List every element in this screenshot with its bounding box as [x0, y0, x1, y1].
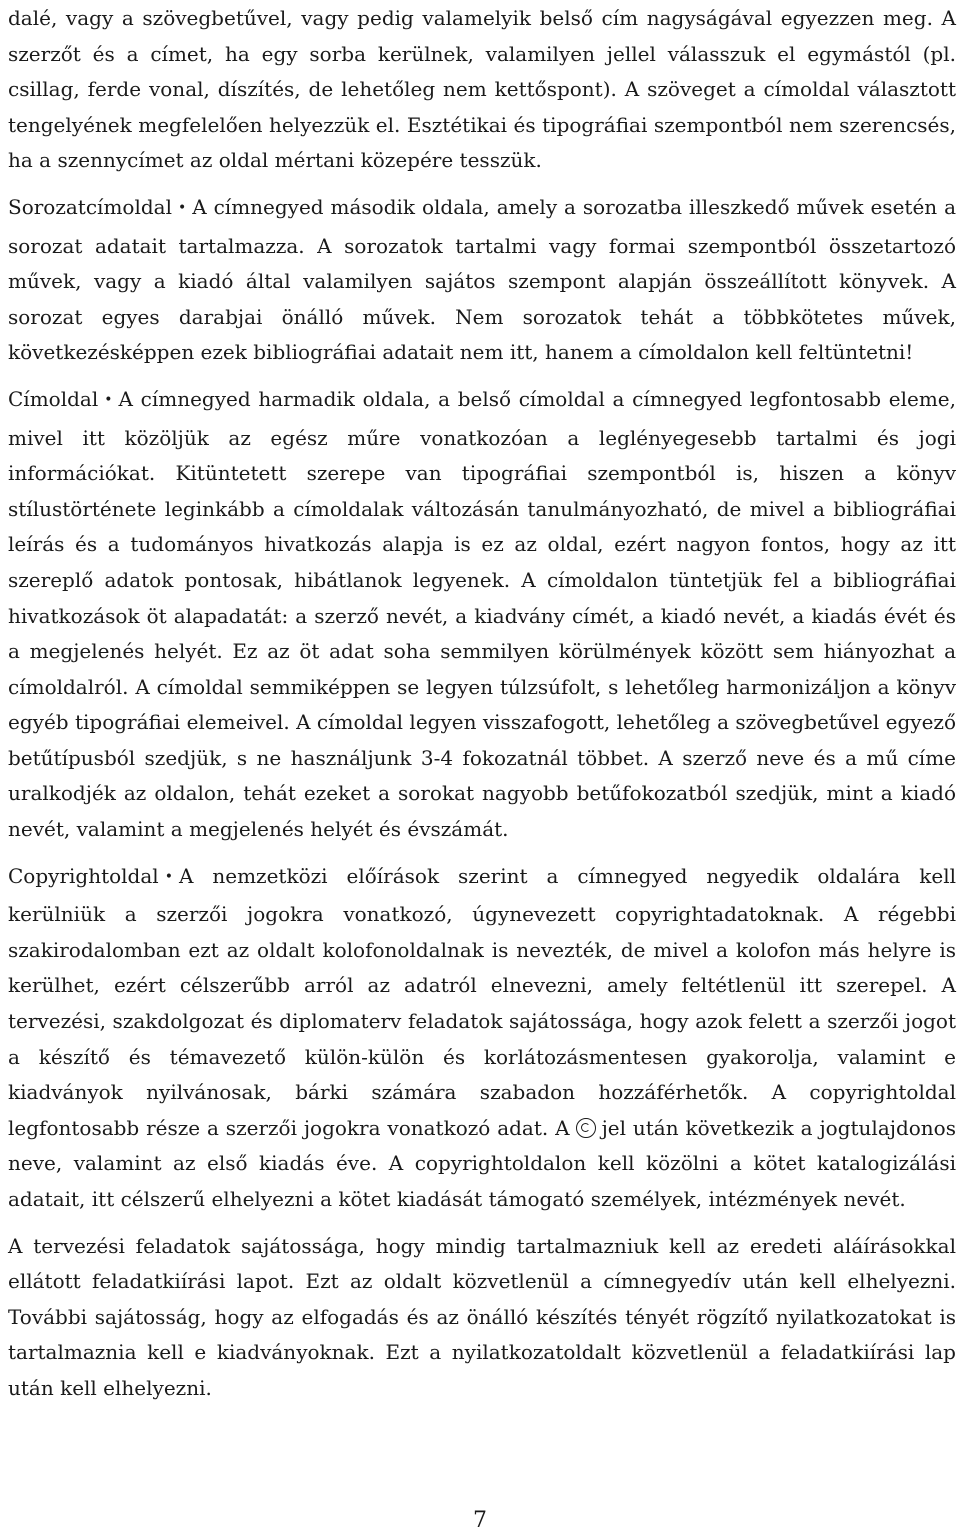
paragraph-text: A nemzetközi előírások szerint a címnegyed negyedik oldalára kell kerülniük a szerzői jogokra vonatkozó, úgynevezett copyrightadatoknak. A régebbi szakirodalomban ezt az oldalt kolofonoldalnak is nevezték, de mivel a kolofon más helyre is kerülhet, ezért célszerűbb arról az adatról elnevezni, amely feltétlenül itt szerepel. A tervezési, szakdolgozat és diplomaterv feladatok sajátossága, hogy azok felett a szerzői jogot a készítő és témavezető külön-külön és korlátozásmentesen gyakorolja, valamint e kiadványok nyilvánosak, bárki számára szabadon hozzáférhetők. A copyrightoldal legfontosabb része a szerzői jogokra vonatkozó adat. A	[8, 863, 956, 1140]
copyright-icon	[576, 1118, 596, 1138]
bullet-icon: •	[177, 199, 187, 216]
paragraph-tervezesi-feladatok	[8, 1229, 956, 1407]
paragraph-text: A címnegyed második oldala, amely a sorozatba illeszkedő művek esetén a sorozat adatait tartalmazza. A sorozatok tartalmi vagy formai szempontból összetartozó művek, vagy a kiadó által valamilyen sajátos szempont alapján összeállított könyvek. A sorozat egyes darabjai önálló művek. Nem sorozatok tehát a többkötetes művek, következésképpen ezek bibliográfiai adatait nem itt, hanem a címoldalon kell feltüntetni!	[8, 194, 956, 365]
paragraph-sorozatcimoldal	[8, 190, 956, 371]
bullet-icon: •	[164, 868, 173, 885]
bullet-icon: •	[104, 391, 113, 408]
page-number: 7	[473, 1508, 487, 1533]
paragraph-szennycim-continued	[8, 1, 956, 179]
term-heading: Címoldal	[8, 386, 99, 411]
term-heading: Sorozatcímoldal	[8, 194, 172, 219]
paragraph-cimoldal	[8, 382, 956, 848]
term-heading: Copyrightoldal	[8, 863, 159, 888]
paragraph-text: jel után következik a jogtulajdonos neve, valamint az első kiadás éve. A copyrightoldalon kell közölni a kötet katalogizálási adatait, itt célszerű elhelyezni a kötet kiadását támogató személyek, intézmények nevét.	[8, 1115, 956, 1211]
paragraph-text: A tervezési feladatok sajátossága, hogy mindig tartalmazniuk kell az eredeti aláírásokkal ellátott feladatkiírási lapot. Ezt az oldalt közvetlenül a címnegyedív után kell elhelyezni. További sajátosság, hogy az elfogadás és az önálló készítés tényét rögzítő nyilatkozatokat is tartalmaznia kell e kiadványoknak. Ezt a nyilatkozatoldalt közvetlenül a feladatkiírási lap után kell elhelyezni.	[8, 1233, 956, 1400]
paragraph-text: dalé, vagy a szövegbetűvel, vagy pedig valamelyik belső cím nagyságával egyezzen meg. A szerzőt és a címet, ha egy sorba kerülnek, valamilyen jellel válasszuk el egymástól (pl. csillag, ferde vonal, díszítés, de lehetőleg nem kettőspont). A szöveget a címoldal választott tengelyének megfelelően helyezzük el. Esztétikai és tipográfiai szempontból nem szerencsés, ha a szennycímet az oldal mértani közepére tesszük.	[8, 6, 956, 173]
paragraph-text: A címnegyed harmadik oldala, a belső címoldal a címnegyed legfontosabb eleme, mivel itt közöljük az egész műre vonatkozóan a leglényegesebb tartalmi és jogi információkat. Kitüntetett szerepe van tipográfiai szempontból is, hiszen a könyv stílustörténete leginkább a címoldalak változásán tanulmányozható, de mivel a bibliográfiai leírás és a tudományos hivatkozás alapja is ez az oldal, ezért nagyon fontos, hogy az itt szereplő adatok pontosak, hibátlanok legyenek. A címoldalon tüntetjük fel a bibliográfiai hivatkozások öt alapadatát: a szerző nevét, a kiadvány címét, a kiadó nevét, a kiadás évét és a megjelenés helyét. Ez az öt adat soha semmilyen körülmények között sem hiányozhat a címoldalról. A címoldal semmiképpen se legyen túlzsúfolt, s lehetőleg harmonizáljon a könyv egyéb tipográfiai elemeivel. A címoldal legyen visszafogott, lehetőleg a szövegbetűvel egyező betűtípusból szedjük, s ne használjunk 3-4 fokozatnál többet. A szerző neve és a mű címe uralkodjék az oldalon, tehát ezeket a sorokat nagyobb betűfokozatból szedjük, mint a kiadó nevét, valamint a megjelenés helyét és évszámát.	[8, 386, 956, 842]
paragraph-copyrightoldal	[8, 859, 956, 1218]
